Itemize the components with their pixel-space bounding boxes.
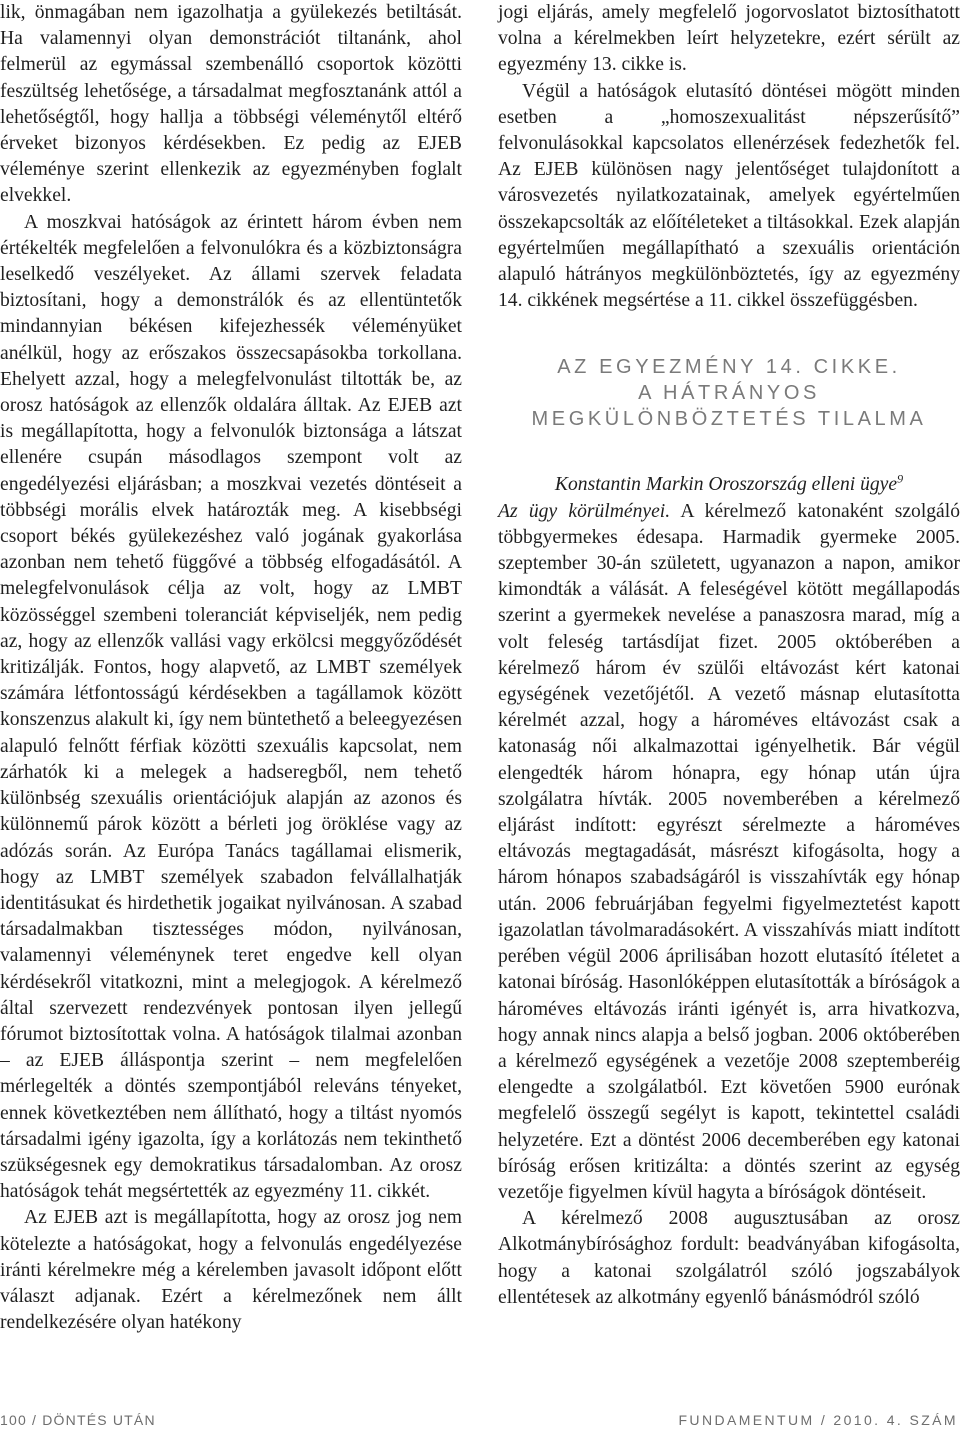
body-paragraph: Végül a hatóságok elutasító döntései mögött minden esetben a „homoszexualitást népszerűsítő” felvonulásokkal kapcsolatos ellenérzések fedezhetők fel. Az EJEB különösen nagy jelentőséget tulajdonított a városvezetés nyilatkozatainak, amelyek egyértelműen összekapcsolták az előítéleteket a tiltásokkal. Ezek alapján egyértelműen megállapítható a szexuális orientáción alapuló hátrányos megkülönböztetés, így az egyezmény 14. cikkének megsértése a 11. cikkel összefüggésben. [498, 80, 960, 312]
case-lead: Az ügy körülményei. [498, 500, 671, 522]
page-footer [0, 1412, 960, 1432]
section-heading [498, 354, 960, 432]
case-title [498, 472, 960, 498]
body-paragraph: A moszkvai hatóságok az érintett három évben nem értékelték megfelelően a felvonulókra és a közbiztonságra leselkedő veszélyeket. Az állami szervek feladata biztosítani, hogy a demonstrálók és az ellentüntetők mindannyian békésen kifejezhessék véleményüket anélkül, hogy az erőszakos összecsapásokba torkollana. Ehelyett azzal, hogy a melegfelvonulást tiltották be, az orosz hatóságok az ellenzők oldalára álltak. Az EJEB azt is megállapította, hogy a felvonulók biztonsága a látszat ellenére csupán másodlagos szempont volt az engedélyezési eljárásban; a moszkvai vezetés döntéseit a többségi morális elvek határozták meg. A kisebbségi csoport békés gyülekezéshez való jogának gyakorlása azonban nem tehető függővé a többség elfogadásától. A melegfelvonulások célja az volt, hogy az LMBT közösséggel szembeni toleranciát képviseljék, nem pedig az, hogy az ellenzők vallási vagy erkölcsi meggyőződését kritizálják. Fontos, hogy alapvető, az LMBT személyek számára létfontosságú kérdésekben a tagállamok között konszenzus alakult ki, így nem büntethető a beleegyezésen alapuló felnőtt férfiak közötti szexuális kapcsolat, nem zárhatók ki a melegek a hadseregből, nem tehető különbség szexuális orientációjuk alapján az azonos és különnemű párok között a bérleti jog öröklése vagy az adózás során. Az Európa Tanács tagállamai elismerik, hogy az LMBT személyek szabadon felvállalhatják identitásukat és hirdethetik jogaikat nyilvánosan. A szabad társadalmakban tisztességes módon, nyilvánosan, valamennyi véleménynek teret engedve kell olyan kérdésekről vitatkozni, mint a melegjogok. A kérelmező által szervezett rendezvények pontosan ilyen jellegű fórumot biztosítottak volna. A hatóságok tilalmai azonban – az EJEB álláspontja szerint – nem megfelelően mérlegelték a döntés szempontjából releváns tényeket, ennek következtében nem állítható, hogy a tiltást nyomós társadalmi igény igazolta, így a korlátozás nem tekinthető szükségesnek egy demokratikus társadalomban. Az orosz hatóságok tehát megsértették az egyezmény 11. cikkét. [0, 211, 462, 1203]
section-heading-line: A HÁTRÁNYOS [638, 382, 820, 405]
case-text: A kérelmező katonaként szolgáló többgyermekes édesapa. Harmadik gyermeke 2005. szeptember 30-án született, ugyanazon a napon, amikor kimondták a válását. A feleségével kötött megállapodás szerint a gyermekek nevelése a panaszosra marad, míg a volt feleség tartásdíjat fizet. 2005 októberében a kérelmező három év szülői eltávozást kért katonai egységének vezetőjétől. A vezető másnap elutasította kérelmét azzal, hogy a hároméves eltávozást csak a katonaság női alkalmazottai igényelhetik. Bár végül elengedték három hónapra, egy hónap után újra szolgálatra hívták. 2005 novemberében a kérelmező eljárást indított: egyrészt sérelmezte a hároméves eltávozás megtagadását, másrészt kifogásolta, hogy a három hónapos szabadságáról is visszahívták egy hónap után. 2006 februárjában fegyelmi figyelmeztetést kapott igazolatlan távolmaradásokért. A visszahívás miatt indított perében végül 2006 áprilisában hozott elutasító ítéletet a katonai bíróság. Hasonlóképpen elutasították a bíróságok a hároméves eltávozás iránti igényét is, arra hivatkozva, hogy annak nincs alapja a belső jogban. 2006 októberében a kérelmező egységének a vezetője 2008 szeptemberéig elengedte a szolgálatból. Ezt követően 5900 eurónak megfelelő összegű segélyt is kapott, tekintettel családi helyzetére. Ezt a döntést 2006 decemberében egy katonai bíróság erősen kritizálta: a döntés szerint az egység vezetője figyelmen kívül hagyta a bíróságok döntéseit. [498, 500, 960, 1203]
footer-left: 100 / DÖNTÉS UTÁN [0, 1412, 156, 1428]
body-paragraph: A kérelmező 2008 augusztusában az orosz Alkotmánybírósághoz fordult: beadványában kifogásolta, hogy a katonai szolgálatról szóló jogszabályok ellentétesek az alkotmány egyenlő bánásmódról szóló [498, 1208, 960, 1308]
body-paragraph: jogi eljárás, amely megfelelő jogorvoslatot biztosíthatott volna a kérelmekben leírt helyzetekre, ezért sérült az egyezmény 13. cikke is. [498, 2, 960, 76]
section-heading-line: MEGKÜLÖNBÖZTETÉS TILALMA [531, 408, 927, 431]
body-paragraph: lik, önmagában nem igazolhatja a gyülekezés betiltását. Ha valamennyi olyan demonstrációt tiltanánk, ahol felmerül az egymással szembenálló csoportok közötti feszültség lehetősége, a társadalmat megfosztanánk attól a lehetőségtől, hogy hallja a többségi véleménytől eltérő érveket bizonyos kérdésekben. Ez pedig az EJEB véleménye szerint ellenkezik az egyezményben foglalt elvekkel. [0, 2, 462, 207]
body-paragraph [498, 499, 960, 1206]
right-column [498, 0, 960, 1311]
case-title-text: Konstantin Markin Oroszország elleni ügye [554, 474, 898, 496]
section-heading-line: AZ EGYEZMÉNY 14. CIKKE. [557, 356, 901, 379]
footer-right: FUNDAMENTUM / 2010. 4. SZÁM [678, 1412, 958, 1428]
footnote-marker: 9 [897, 471, 904, 486]
left-column [0, 0, 462, 1336]
body-paragraph: Az EJEB azt is megállapította, hogy az orosz jog nem kötelezte a hatóságokat, hogy a felvonulás engedélyezése iránti kérelmekre még a kérelemben javasolt időpont előtt választ adjanak. Ezért a kérelmezőnek nem állt rendelkezésére olyan hatékony [0, 1207, 462, 1334]
